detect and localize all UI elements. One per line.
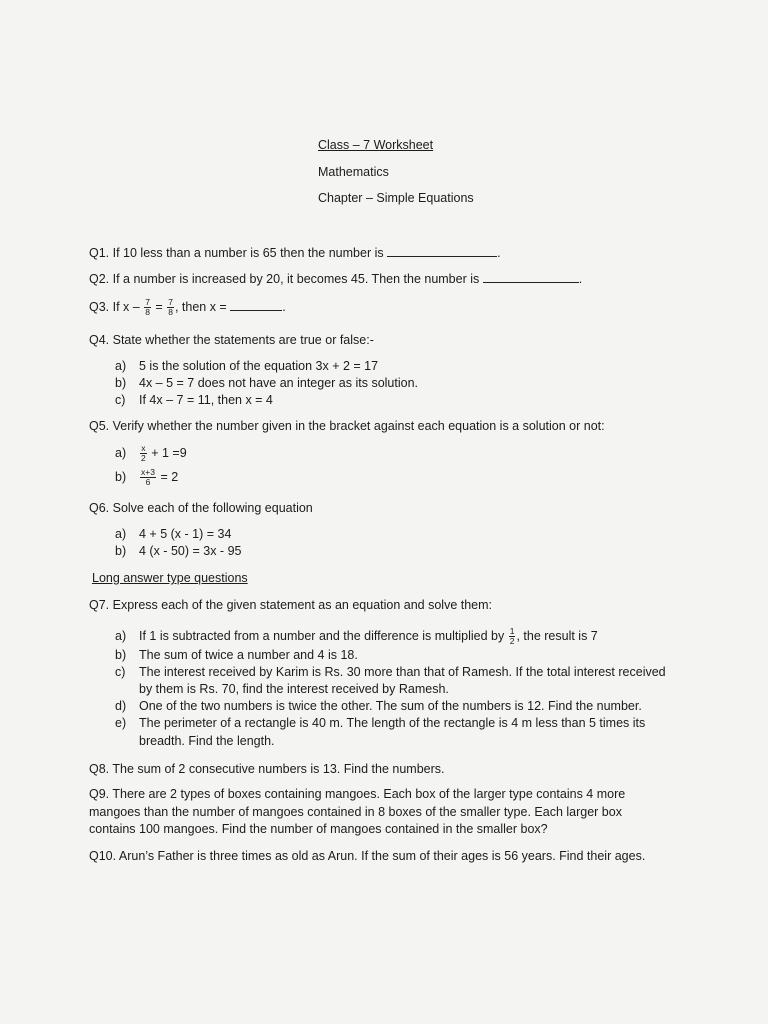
fraction-denominator: 2 — [509, 636, 515, 646]
fraction-seven-eighths-1 — [144, 298, 151, 317]
equals-sign: = — [155, 299, 163, 314]
fraction-x-over-2 — [140, 444, 147, 463]
fraction-denominator: 8 — [168, 307, 173, 317]
question-3-end: . — [282, 299, 286, 314]
question-1-text: Q1. If 10 less than a number is 65 then the number is — [89, 246, 384, 260]
question-2 — [89, 271, 582, 286]
item-marker: a) — [115, 359, 127, 373]
question-2-end: . — [578, 272, 583, 286]
question-4-item-b — [115, 376, 418, 390]
fraction-numerator: 7 — [145, 297, 150, 307]
fraction-denominator: 6 — [145, 477, 151, 487]
fraction-numerator: x — [141, 443, 146, 453]
item-text: One of the two numbers is twice the other. The sum of the numbers is 12. Find the number. — [139, 699, 642, 713]
chapter-heading: Chapter – Simple Equations — [318, 191, 474, 205]
fraction-numerator: 1 — [509, 626, 515, 636]
fraction-denominator: 2 — [141, 453, 146, 463]
item-marker: a) — [115, 445, 127, 460]
fraction-numerator: 7 — [168, 297, 173, 307]
question-10: Q10. Arun’s Father is three times as old as Arun. If the sum of their ages is 56 years. Find their ages. — [89, 849, 646, 863]
item-text: If 1 is subtracted from a number and the difference is multiplied by — [139, 628, 505, 643]
question-1-end: . — [497, 246, 501, 260]
worksheet-title: Class – 7 Worksheet — [318, 138, 434, 152]
question-4: Q4. State whether the statements are true or false:- — [89, 333, 374, 347]
question-5-item-b — [115, 468, 178, 487]
question-8: Q8. The sum of 2 consecutive numbers is 13. Find the numbers. — [89, 762, 445, 776]
question-3-prefix: Q3. If x – — [89, 299, 140, 314]
question-7-item-a — [115, 627, 598, 646]
item-text-rest: , the result is 7 — [516, 628, 598, 643]
item-text: 4 + 5 (x - 1) = 34 — [139, 527, 232, 541]
question-6-item-a — [115, 527, 231, 541]
item-marker: a) — [115, 628, 127, 643]
item-text: The sum of twice a number and 4 is 18. — [139, 648, 358, 662]
question-9-line-1: Q9. There are 2 types of boxes containing mangoes. Each box of the larger type contains 4 more — [89, 787, 626, 801]
answer-blank-3 — [230, 299, 282, 311]
fraction-denominator: 8 — [145, 307, 150, 317]
question-9-line-2: mangoes than the number of mangoes contained in 8 boxes of the smaller type. Each larger box — [89, 805, 622, 819]
question-3 — [89, 298, 286, 317]
question-4-item-c — [115, 393, 273, 407]
item-marker: a) — [115, 527, 127, 541]
item-marker: d) — [115, 699, 127, 713]
item-marker: b) — [115, 469, 127, 484]
item-text: + 1 =9 — [151, 445, 187, 460]
item-marker: b) — [115, 648, 127, 662]
fraction-one-half — [509, 627, 516, 646]
item-text: 4 (x - 50) = 3x - 95 — [139, 544, 242, 558]
answer-blank-1 — [387, 245, 497, 257]
question-6-item-b — [115, 544, 241, 558]
question-6: Q6. Solve each of the following equation — [89, 501, 313, 515]
question-7-item-e — [115, 716, 645, 730]
section-heading-long-answer: Long answer type questions — [92, 571, 248, 585]
fraction-seven-eighths-2 — [167, 298, 174, 317]
item-marker: b) — [115, 544, 127, 558]
fraction-x-plus-3-over-6 — [140, 468, 156, 487]
question-7-item-c — [115, 665, 666, 679]
question-5: Q5. Verify whether the number given in the bracket against each equation is a solution or not: — [89, 419, 605, 433]
item-text: The perimeter of a rectangle is 40 m. The length of the rectangle is 4 m less than 5 times its — [139, 716, 646, 730]
item-marker: e) — [115, 716, 127, 730]
answer-blank-2 — [483, 271, 579, 283]
question-7-item-e-line-2: breadth. Find the length. — [139, 734, 275, 748]
question-3-suffix: , then x = — [174, 299, 227, 314]
item-marker: b) — [115, 376, 127, 390]
item-text: If 4x – 7 = 11, then x = 4 — [139, 393, 273, 407]
item-marker: c) — [115, 665, 126, 679]
item-text: 4x – 5 = 7 does not have an integer as its solution. — [139, 376, 419, 390]
item-text: 5 is the solution of the equation 3x + 2 = 17 — [139, 359, 379, 373]
question-7: Q7. Express each of the given statement as an equation and solve them: — [89, 598, 493, 612]
question-5-item-a — [115, 444, 187, 463]
question-7-item-b — [115, 648, 358, 662]
item-marker: c) — [115, 393, 126, 407]
question-2-text: Q2. If a number is increased by 20, it becomes 45. Then the number is — [89, 272, 480, 286]
question-9-line-3: contains 100 mangoes. Find the number of mangoes contained in the smaller box? — [89, 822, 548, 836]
item-text: The interest received by Karim is Rs. 30 more than that of Ramesh. If the total interest received — [139, 665, 666, 679]
item-text: = 2 — [160, 469, 179, 484]
fraction-numerator: x+3 — [141, 467, 155, 477]
question-4-item-a — [115, 359, 378, 373]
question-7-item-c-line-2: by them is Rs. 70, find the interest received by Ramesh. — [139, 682, 449, 696]
subject-heading: Mathematics — [318, 165, 389, 179]
question-1 — [89, 245, 501, 260]
question-7-item-d — [115, 699, 642, 713]
